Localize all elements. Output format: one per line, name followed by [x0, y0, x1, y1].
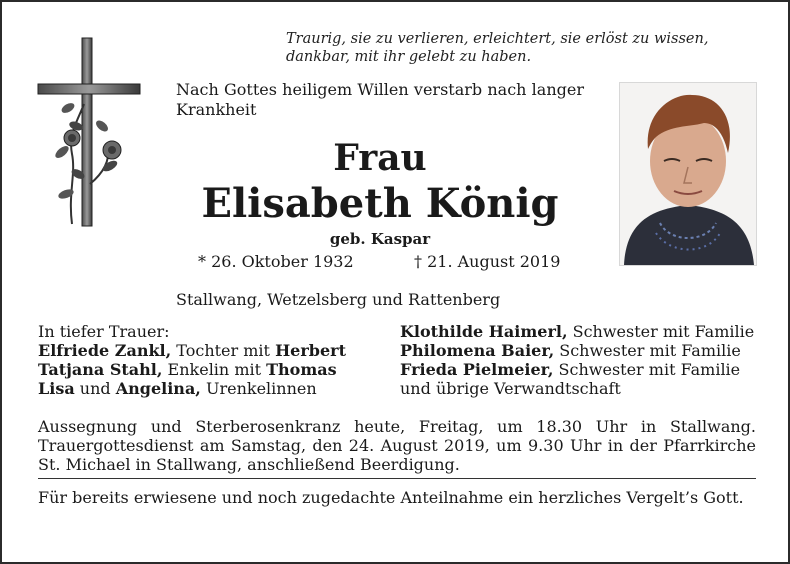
intro-text: Nach Gottes heiligem Willen verstarb nach langer Krankheit	[176, 80, 584, 119]
mourner-name: Klothilde Haimerl,	[400, 322, 568, 341]
mourner-line	[400, 360, 760, 379]
mourner-relation: Schwester mit Familie	[553, 360, 741, 379]
thanks-text: Für bereits erwiesene und noch zugedachte Anteilnahme ein herzliches Vergelt’s Gott.	[38, 488, 744, 507]
mourner-name: Thomas	[266, 360, 337, 379]
mourners-left-column	[38, 322, 388, 398]
death-date: † 21. August 2019	[414, 252, 561, 271]
maiden-name: geb. Kaspar	[329, 230, 431, 248]
mourner-name: Herbert	[275, 341, 346, 360]
mourners-right-column	[400, 322, 760, 398]
mourner-line	[38, 360, 388, 379]
mourners-heading: In tiefer Trauer:	[38, 322, 170, 341]
mourner-relation: Enkelin mit	[162, 360, 267, 379]
mourner-relation: und übrige Verwandtschaft	[400, 379, 621, 398]
cross-with-roses-icon	[32, 34, 144, 230]
mourner-name: Philomena Baier,	[400, 341, 555, 360]
mourner-relation: Urenkelinnen	[200, 379, 317, 398]
memorial-quote	[286, 30, 756, 66]
mourner-line	[400, 379, 760, 398]
mourner-name: Angelina,	[115, 379, 201, 398]
birth-date: * 26. Oktober 1932	[198, 252, 354, 271]
deceased-name: Elisabeth König	[201, 180, 559, 227]
mourner-relation: Schwester mit Familie	[554, 341, 741, 360]
places-line: Stallwang, Wetzelsberg und Rattenberg	[176, 290, 501, 309]
quote-line-2: dankbar, mit ihr gelebt zu haben.	[286, 49, 532, 65]
mourner-name: Lisa	[38, 379, 75, 398]
mourner-line	[400, 341, 760, 360]
mourner-line	[38, 379, 388, 398]
mourner-relation: Tochter mit	[171, 341, 276, 360]
mourner-relation: Schwester mit Familie	[567, 322, 755, 341]
salutation: Frau	[333, 137, 427, 179]
portrait-photo	[619, 82, 757, 266]
mourner-relation: und	[74, 379, 116, 398]
mourner-name: Elfriede Zankl,	[38, 341, 172, 360]
service-details: Aussegnung und Sterberosenkranz heute, Freitag, um 18.30 Uhr in Stallwang. Trauergottesdienst am Samstag, den 24. August 2019, um 9.30 Uhr in der Pfarrkirche St. Michael in Stallwang, anschließend Beerdigung.	[38, 417, 756, 474]
divider	[38, 478, 756, 479]
mourner-line	[400, 322, 760, 341]
quote-line-1: Traurig, sie zu verlieren, erleichtert, sie erlöst zu wissen,	[286, 31, 709, 47]
mourner-name: Frieda Pielmeier,	[400, 360, 554, 379]
mourner-line	[38, 341, 388, 360]
mourner-name: Tatjana Stahl,	[38, 360, 163, 379]
